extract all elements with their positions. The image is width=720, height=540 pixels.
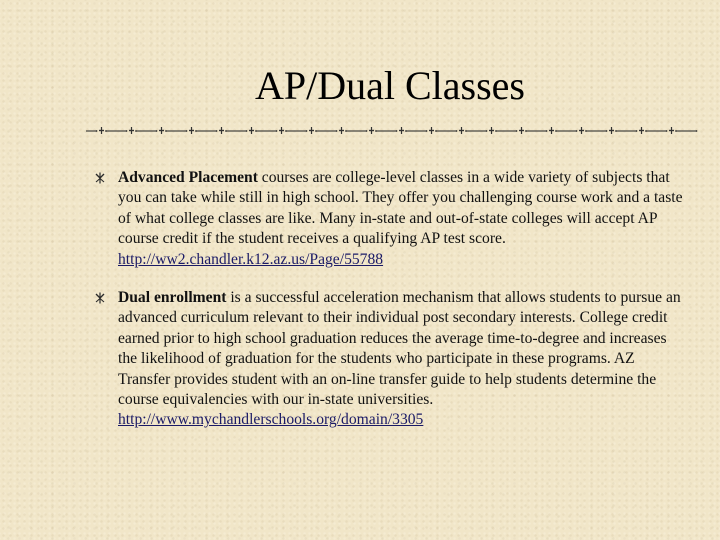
bullet-text: courses are college-level classes in a wide variety of subjects that you can take while still in high school. They offer you challenging course work and a taste of what college classes are like. Many in-state and out-of-state colleges will accept AP course credit if the student receives a qualifying AP test score. [118,169,683,248]
bullet-sprig-icon [94,172,106,184]
bullet-text: is a successful acceleration mechanism that allows students to pursue an advanced curriculum relevant to their individual post secondary interests. College credit earned prior to high school graduation reduces the average time-to-degree and increases the likelihood of graduation for the students who participate in these programs. AZ Transfer provides student with an on-line transfer guide to help students determine the course equivalencies with our in-state universities. [118,289,681,409]
term-dual-enrollment: Dual enrollment [118,289,227,307]
dual-enrollment-link[interactable]: http://www.mychandlerschools.org/domain/3305 [118,411,424,429]
term-advanced-placement: Advanced Placement [118,169,258,186]
bullet-list [84,168,689,431]
bullet-advanced-placement [84,168,689,270]
slide-title: AP/Dual Classes [255,63,525,108]
ornamental-divider [86,123,698,137]
bullet-dual-enrollment [84,288,689,431]
bullet-sprig-icon [94,292,106,304]
ap-info-link[interactable]: http://ww2.chandler.k12.az.us/Page/55788 [118,250,384,268]
